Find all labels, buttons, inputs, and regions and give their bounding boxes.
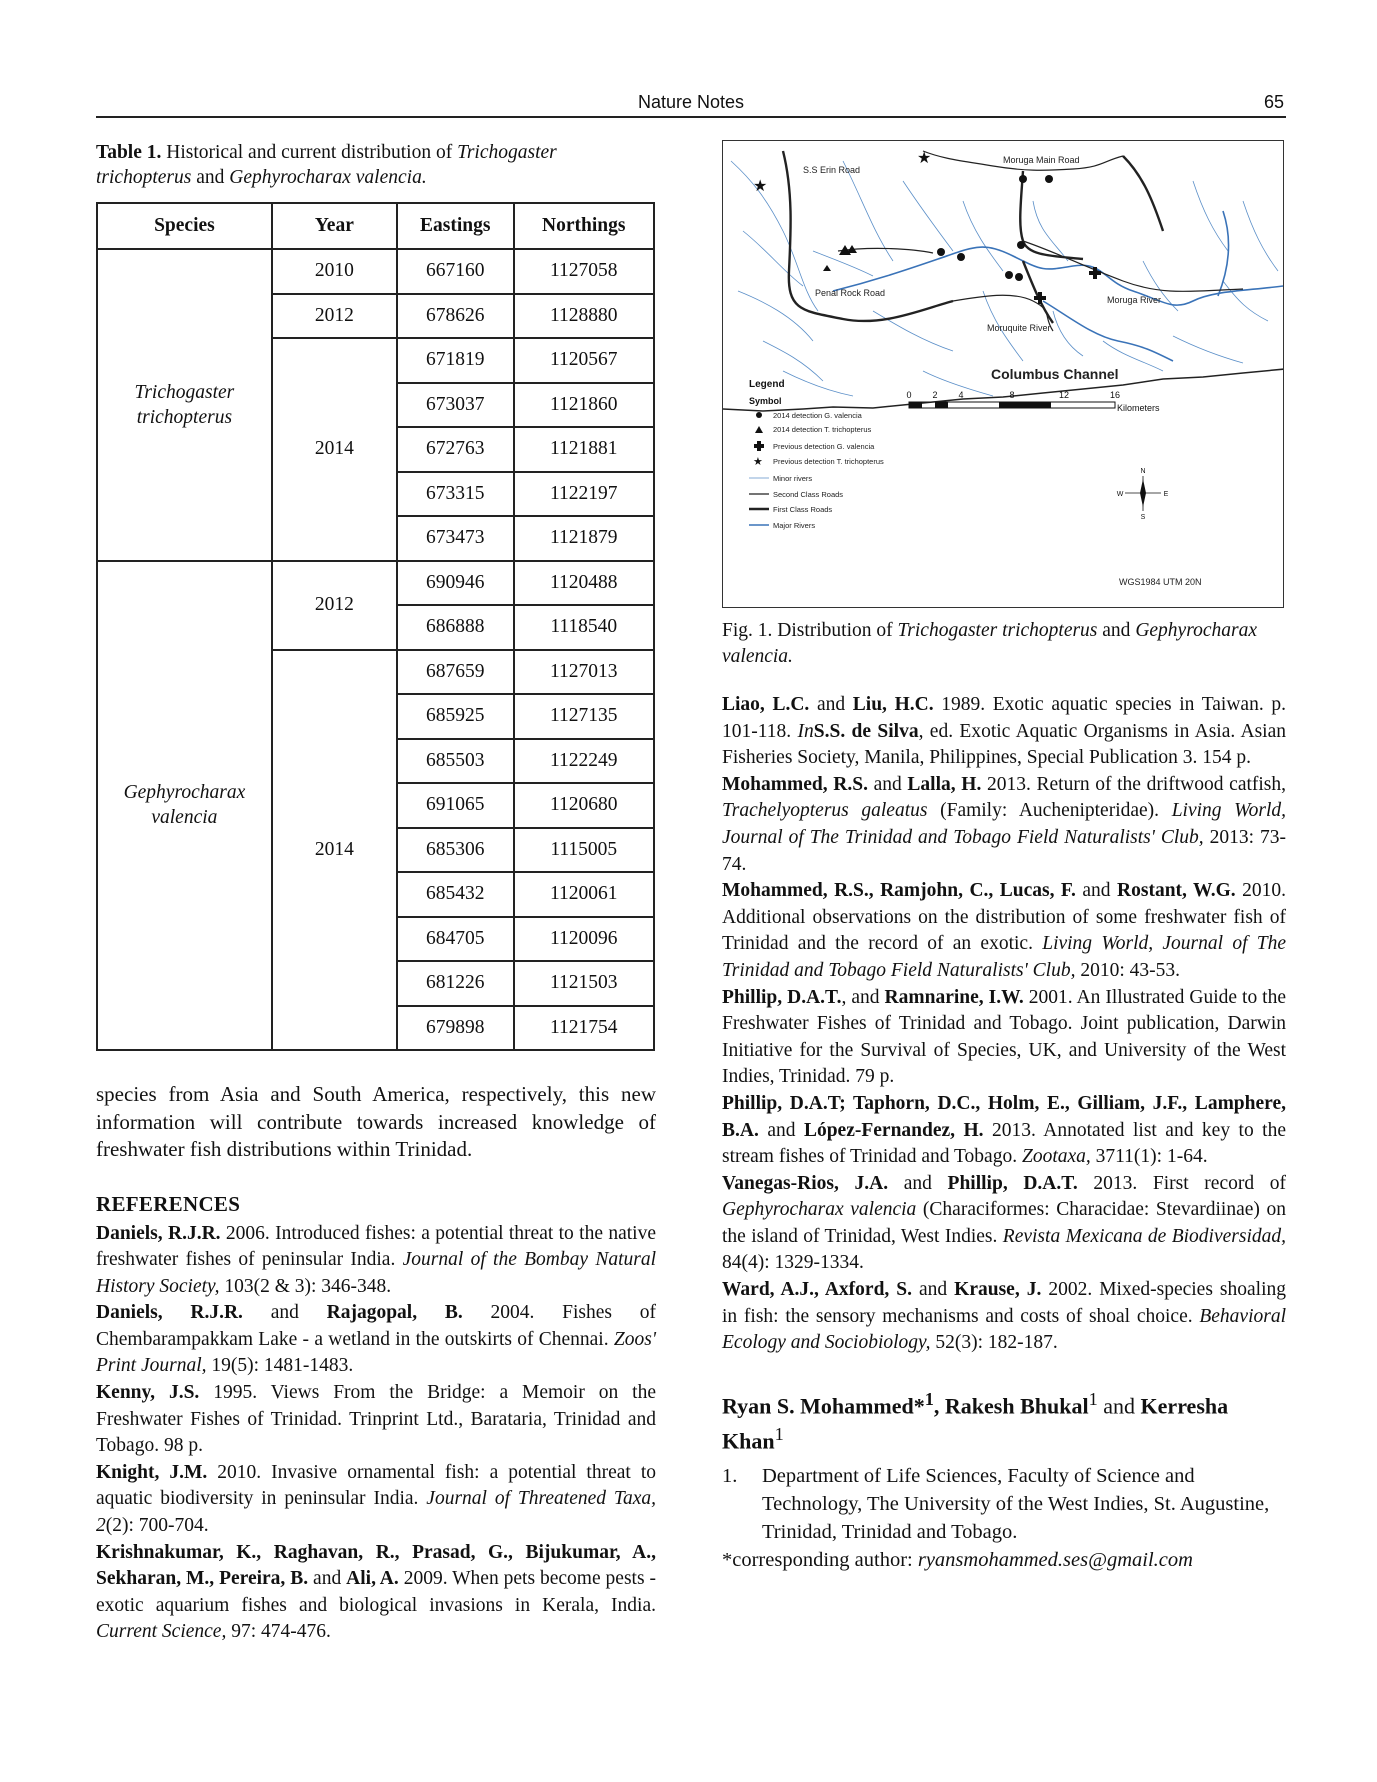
northing-cell: 1120096 — [514, 917, 654, 962]
northing-cell: 1121503 — [514, 961, 654, 1006]
reference-item: Daniels, R.J.R. 2006. Introduced fishes: a potential threat to the native freshwater fishes of peninsular India. Journal of the Bombay Natural History Society, 103(2 & 3): 346-348. — [96, 1222, 657, 1297]
easting-cell: 679898 — [397, 1006, 514, 1051]
distribution-map — [722, 140, 1284, 608]
scale-tick: 0 — [906, 390, 912, 400]
easting-cell: 673037 — [397, 383, 514, 428]
year-cell: 2012 — [272, 294, 397, 339]
affiliation-number: 1. — [722, 1464, 738, 1487]
northing-cell: 1122249 — [514, 739, 654, 784]
northing-cell: 1127058 — [514, 249, 654, 294]
easting-cell: 690946 — [397, 561, 514, 606]
page-number: 65 — [1263, 92, 1284, 112]
northing-cell: 1120488 — [514, 561, 654, 606]
easting-cell: 685306 — [397, 828, 514, 873]
header-species: Species — [97, 203, 272, 249]
projection-label: WGS1984 UTM 20N — [1119, 577, 1202, 587]
easting-cell: 671819 — [397, 338, 514, 383]
northing-cell: 1121881 — [514, 427, 654, 472]
map-label: Columbus Channel — [991, 366, 1119, 382]
legend-item: Second Class Roads — [773, 490, 844, 499]
author-list: Ryan S. Mohammed*$^1$, Rakesh Bhukal$^1$ and Kerresha Khan$^1$ — [722, 1388, 1229, 1454]
author-email: ryansmohammed.ses@gmail.com — [917, 1548, 1193, 1571]
svg-text:★: ★ — [753, 178, 768, 195]
compass-label: N — [1140, 468, 1146, 475]
table-header-row — [97, 203, 654, 249]
reference-item: Vanegas-Rios, J.A. and Phillip, D.A.T. 2013. First record of Gephyrocharax valencia (Characiformes: Characidae: Stevardiinae) on the island of Trinidad, West Indies. Revista Mexicana de Biodiversidad, 84(4): 1329-1334. — [722, 1172, 1286, 1274]
easting-cell: 667160 — [397, 249, 514, 294]
reference-item: Ward, A.J., Axford, S. and Krause, J. 2002. Mixed-species shoaling in fish: the sensory mechanisms and costs of shoal choice. Behavioral Ecology and Sociobiology, 52(3): 182-187. — [722, 1279, 1287, 1354]
legend-item: 2014 detection G. valencia — [773, 411, 862, 420]
easting-cell: 685503 — [397, 739, 514, 784]
northing-cell: 1118540 — [514, 605, 654, 650]
affiliation-text: Department of Life Sciences, Faculty of Science and Technology, The University of the West Indies, St. Augustine, Trinidad, Trinidad and Tobago. — [762, 1464, 1270, 1543]
easting-cell: 686888 — [397, 605, 514, 650]
distribution-table — [96, 202, 655, 1051]
map-label: S.S Erin Road — [803, 165, 861, 175]
svg-text:★: ★ — [917, 150, 932, 167]
scale-tick: 4 — [958, 390, 964, 400]
table-row — [97, 249, 654, 294]
header-eastings: Eastings — [397, 203, 514, 249]
header-year: Year — [272, 203, 397, 249]
references-heading: REFERENCES — [96, 1191, 241, 1216]
major-rivers — [833, 211, 1283, 361]
affiliation — [722, 1462, 1286, 1546]
map-label: Moruga Main Road — [1003, 155, 1080, 165]
northing-cell: 1120680 — [514, 783, 654, 828]
svg-text:★: ★ — [753, 456, 763, 468]
right-column — [722, 140, 1286, 1574]
easting-cell: 685432 — [397, 872, 514, 917]
running-header — [96, 90, 1286, 118]
northing-cell: 1120061 — [514, 872, 654, 917]
legend-item: Previous detection G. valencia — [773, 442, 875, 451]
compass-label: S — [1140, 514, 1146, 521]
easting-cell: 673473 — [397, 516, 514, 561]
reference-item: Liao, L.C. and Liu, H.C. 1989. Exotic aquatic species in Taiwan. p. 101-118. InS.S. de Silva, ed. Exotic Aquatic Organisms in Asia. Asian Fisheries Society, Manila, Philippines, Special Publication 3. 154 p. — [722, 694, 1286, 769]
triangle-marker-icon — [823, 245, 857, 271]
northing-cell: 1122197 — [514, 472, 654, 517]
table-row — [97, 561, 654, 606]
reference-item: Daniels, R.J.R. and Rajagopal, B. 2004. Fishes of Chembarampakkam Lake - a wetland in the outskirts of Chennai. Zoos' Print Journal, 19(5): 1481-1483. — [96, 1302, 656, 1377]
northing-cell: 1115005 — [514, 828, 654, 873]
legend-item: Previous detection T. trichopterus — [773, 457, 884, 466]
legend-item: Minor rivers — [773, 474, 813, 483]
northing-cell: 1121754 — [514, 1006, 654, 1051]
northing-cell: 1120567 — [514, 338, 654, 383]
minor-rivers — [731, 161, 1278, 396]
northing-cell: 1127013 — [514, 650, 654, 695]
scale-tick: 8 — [1009, 390, 1015, 400]
journal-title: Nature Notes — [637, 92, 745, 112]
scale-tick: 16 — [1109, 390, 1121, 400]
figure-caption: Fig. 1. Distribution of Trichogaster trichopterus and Gephyrocharax valencia. — [722, 620, 1257, 667]
scale-tick: 2 — [932, 390, 938, 400]
easting-cell: 672763 — [397, 427, 514, 472]
body-paragraph: species from Asia and South America, respectively, this new information will contribute towards increased knowledge of freshwater fish distributions within Trinidad. — [96, 1082, 656, 1161]
easting-cell: 691065 — [397, 783, 514, 828]
map-label: Moruquite River — [987, 323, 1051, 333]
scale-tick: 12 — [1058, 390, 1070, 400]
legend-title: Legend — [749, 379, 785, 390]
easting-cell: 681226 — [397, 961, 514, 1006]
legend-item: Major Rivers — [773, 521, 816, 530]
reference-item: Krishnakumar, K., Raghavan, R., Prasad, G., Bijukumar, A., Sekharan, M., Pereira, B. and Ali, A. 2009. When pets become pests - exotic aquarium fishes and biological invasions in Kerala, India. Current Science, 97: 474-476. — [96, 1541, 656, 1643]
easting-cell: 684705 — [397, 917, 514, 962]
table-caption: Table 1. Historical and current distribution of Trichogaster trichopterus and Gephyrocharax valencia. — [96, 142, 557, 188]
map-label: Penal Rock Road — [815, 288, 886, 298]
reference-item: Phillip, D.A.T., and Ramnarine, I.W. 2001. An Illustrated Guide to the Freshwater Fishes of Trinidad and Tobago. Joint publication, Darwin Initiative for the Survival of Species, UK, and University of the West Indies, Trinidad. 79 p. — [722, 986, 1287, 1088]
year-cell: 2014 — [272, 650, 397, 1051]
northing-cell: 1121860 — [514, 383, 654, 428]
roads — [783, 151, 1243, 331]
header-northings: Northings — [514, 203, 654, 249]
legend-item: First Class Roads — [773, 505, 833, 514]
scale-unit: Kilometers — [1117, 403, 1160, 413]
reference-item: Knight, J.M. 2010. Invasive ornamental fish: a potential threat to aquatic biodiversity in peninsular India. Journal of Threatened Taxa, 2(2): 700-704. — [96, 1461, 656, 1537]
left-column — [96, 140, 656, 1646]
map-label: Moruga River — [1107, 295, 1162, 305]
easting-cell: 687659 — [397, 650, 514, 695]
reference-item: Mohammed, R.S. and Lalla, H. 2013. Return of the driftwood catfish, Trachelyopterus galeatus (Family: Auchenipteridae). Living World, Journal of The Trinidad and Tobago Field Naturalists' Club, 2013: 73-74. — [722, 773, 1287, 875]
circle-marker-icon — [937, 175, 1053, 281]
northing-cell: 1121879 — [514, 516, 654, 561]
year-cell: 2012 — [272, 561, 397, 650]
year-cell: 2010 — [272, 249, 397, 294]
compass-icon — [1117, 468, 1169, 521]
easting-cell: 673315 — [397, 472, 514, 517]
legend-items — [749, 411, 884, 530]
legend-item: 2014 detection T. trichopterus — [773, 425, 872, 434]
cross-marker-icon — [1034, 267, 1101, 304]
species-cell-gephyrocharax: Gephyrocharax valencia — [97, 561, 272, 1051]
northing-cell: 1127135 — [514, 694, 654, 739]
year-cell: 2014 — [272, 338, 397, 561]
easting-cell: 678626 — [397, 294, 514, 339]
reference-item: Kenny, J.S. 1995. Views From the Bridge: a Memoir on the Freshwater Fishes of Trinidad. Trinprint Ltd., Barataria, Trinidad and Tobago. 98 p. — [96, 1382, 656, 1457]
easting-cell: 685925 — [397, 694, 514, 739]
compass-label: E — [1163, 491, 1169, 498]
reference-item: Mohammed, R.S., Ramjohn, C., Lucas, F. and Rostant, W.G. 2010. Additional observations on the distribution of some freshwater fish of Trinidad and the record of an exotic. Living World, Journal of The Trinidad and Tobago Field Naturalists' Club, 2010: 43-53. — [722, 880, 1287, 981]
northing-cell: 1128880 — [514, 294, 654, 339]
reference-item: Phillip, D.A.T; Taphorn, D.C., Holm, E., Gilliam, J.F., Lamphere, B.A. and López-Fernandez, H. 2013. Annotated list and key to the stream fishes of Trinidad and Tobago. Zootaxa, 3711(1): 1-64. — [722, 1092, 1286, 1168]
legend-symbol: Symbol — [749, 396, 782, 406]
compass-label: W — [1116, 491, 1124, 498]
corresponding-author: *corresponding author: ryansmohammed.ses@gmail.com — [722, 1548, 1193, 1571]
species-cell-trichogaster: Trichogaster trichopterus — [97, 249, 272, 561]
